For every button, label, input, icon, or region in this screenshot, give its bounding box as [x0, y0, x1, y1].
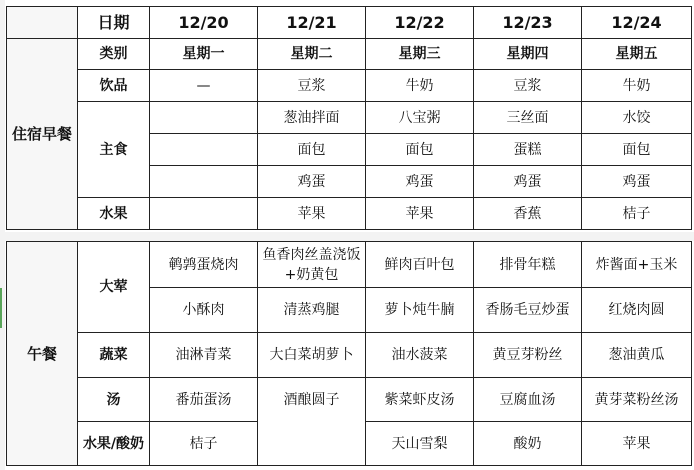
menu-cell[interactable]: 红烧肉圆	[582, 288, 692, 333]
menu-cell[interactable]: 苹果	[258, 198, 366, 230]
menu-cell[interactable]: 清蒸鸡腿	[258, 288, 366, 333]
category-label[interactable]: 类别	[78, 39, 150, 70]
menu-cell[interactable]: 桔子	[150, 422, 258, 466]
veg-row	[7, 333, 692, 378]
drink-row	[7, 70, 692, 102]
menu-cell[interactable]: 蛋糕	[474, 134, 582, 166]
weekday-cell[interactable]: 星期五	[582, 39, 692, 70]
menu-cell[interactable]: —	[150, 70, 258, 102]
date-label[interactable]: 日期	[78, 7, 150, 39]
breakfast-section-label[interactable]: 住宿早餐	[7, 39, 78, 230]
menu-cell[interactable]: 葱油拌面	[258, 102, 366, 134]
breakfast-table	[6, 6, 692, 230]
menu-cell[interactable]: 牛奶	[582, 70, 692, 102]
selection-marker	[0, 288, 2, 328]
menu-cell[interactable]: 面包	[366, 134, 474, 166]
soup-label[interactable]: 汤	[78, 378, 150, 422]
weekday-cell[interactable]: 星期一	[150, 39, 258, 70]
menu-cell[interactable]: 鹌鹑蛋烧肉	[150, 242, 258, 288]
weekday-cell[interactable]: 星期二	[258, 39, 366, 70]
fruit-label[interactable]: 水果	[78, 198, 150, 230]
weekday-cell[interactable]: 星期四	[474, 39, 582, 70]
menu-cell[interactable]: 番茄蛋汤	[150, 378, 258, 422]
staple-label[interactable]: 主食	[78, 102, 150, 198]
menu-cell[interactable]: 葱油黄瓜	[582, 333, 692, 378]
meat-row	[7, 242, 692, 288]
soup-row	[7, 378, 692, 422]
menu-cell[interactable]: 面包	[582, 134, 692, 166]
menu-cell[interactable]: 鸡蛋	[474, 166, 582, 198]
date-cell[interactable]: 12/23	[474, 7, 582, 39]
dessert-label[interactable]: 水果/酸奶	[78, 422, 150, 466]
veg-label[interactable]: 蔬菜	[78, 333, 150, 378]
menu-cell[interactable]: 豆浆	[258, 70, 366, 102]
menu-cell[interactable]	[150, 166, 258, 198]
menu-cell[interactable]: 酒酿圆子	[258, 378, 366, 466]
menu-cell[interactable]: 黄豆芽粉丝	[474, 333, 582, 378]
staple-row	[7, 102, 692, 134]
menu-cell[interactable]: 天山雪梨	[366, 422, 474, 466]
row-separator	[0, 232, 694, 241]
menu-cell[interactable]: 油水菠菜	[366, 333, 474, 378]
date-cell[interactable]: 12/21	[258, 7, 366, 39]
drink-label[interactable]: 饮品	[78, 70, 150, 102]
menu-cell[interactable]: 三丝面	[474, 102, 582, 134]
menu-cell[interactable]: 豆浆	[474, 70, 582, 102]
blank-corner	[7, 7, 78, 39]
menu-cell[interactable]: 鸡蛋	[582, 166, 692, 198]
menu-cell[interactable]: 炸酱面+玉米	[582, 242, 692, 288]
menu-cell[interactable]: 萝卜炖牛腩	[366, 288, 474, 333]
date-row	[7, 7, 692, 39]
menu-cell[interactable]: 黄芽菜粉丝汤	[582, 378, 692, 422]
date-cell[interactable]: 12/22	[366, 7, 474, 39]
menu-cell[interactable]: 鱼香肉丝盖浇饭+奶黄包	[258, 242, 366, 288]
lunch-table	[6, 241, 692, 466]
menu-cell[interactable]	[150, 102, 258, 134]
fruit-row	[7, 198, 692, 230]
menu-cell[interactable]: 紫菜虾皮汤	[366, 378, 474, 422]
menu-cell[interactable]: 豆腐血汤	[474, 378, 582, 422]
menu-cell[interactable]: 酸奶	[474, 422, 582, 466]
menu-cell[interactable]: 排骨年糕	[474, 242, 582, 288]
menu-cell[interactable]: 大白菜胡萝卜	[258, 333, 366, 378]
weekday-cell[interactable]: 星期三	[366, 39, 474, 70]
meat-label[interactable]: 大荤	[78, 242, 150, 333]
menu-cell[interactable]	[150, 198, 258, 230]
menu-cell[interactable]: 八宝粥	[366, 102, 474, 134]
menu-cell[interactable]	[150, 134, 258, 166]
menu-cell[interactable]: 苹果	[366, 198, 474, 230]
menu-cell[interactable]: 油淋青菜	[150, 333, 258, 378]
lunch-section-label[interactable]: 午餐	[7, 242, 78, 466]
menu-cell[interactable]: 小酥肉	[150, 288, 258, 333]
date-cell[interactable]: 12/20	[150, 7, 258, 39]
menu-cell[interactable]: 桔子	[582, 198, 692, 230]
menu-cell[interactable]: 鸡蛋	[366, 166, 474, 198]
menu-cell[interactable]: 面包	[258, 134, 366, 166]
menu-cell[interactable]: 香蕉	[474, 198, 582, 230]
menu-cell[interactable]: 鸡蛋	[258, 166, 366, 198]
menu-cell[interactable]: 牛奶	[366, 70, 474, 102]
menu-cell[interactable]: 香肠毛豆炒蛋	[474, 288, 582, 333]
menu-cell[interactable]: 鲜肉百叶包	[366, 242, 474, 288]
weekday-row	[7, 39, 692, 70]
menu-cell[interactable]: 水饺	[582, 102, 692, 134]
menu-cell[interactable]: 苹果	[582, 422, 692, 466]
date-cell[interactable]: 12/24	[582, 7, 692, 39]
